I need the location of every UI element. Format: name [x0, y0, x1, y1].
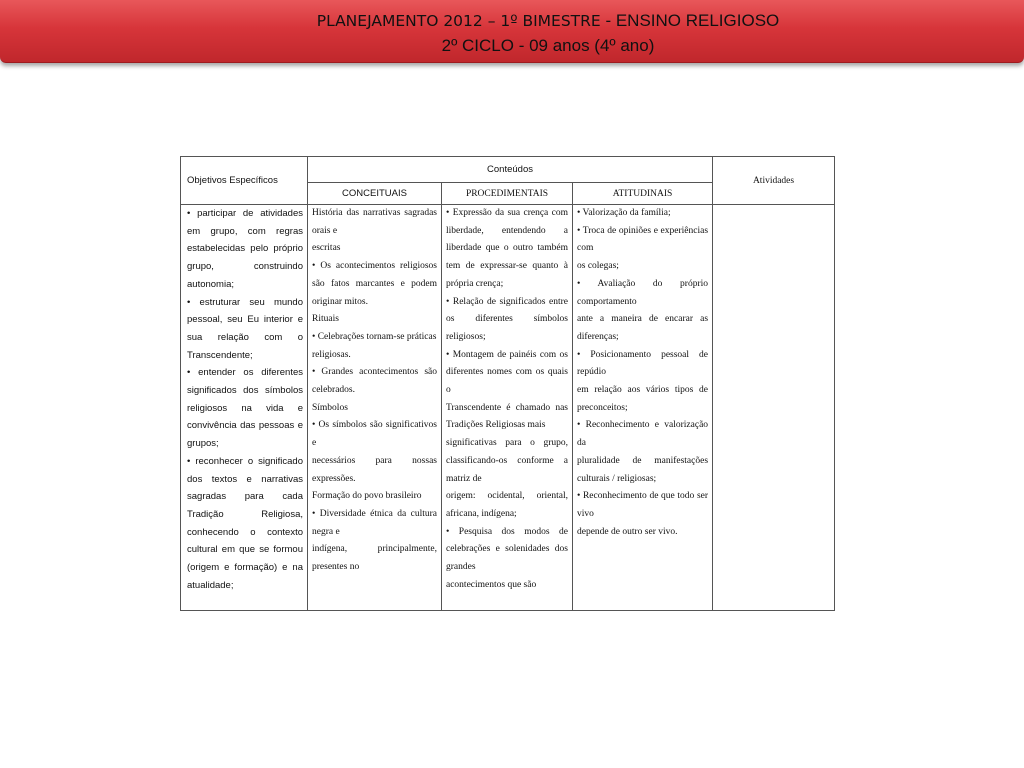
title-ensino-religioso: - ENSINO RELIGIOSO [600, 11, 780, 30]
atitudinal-item: pluralidade de manifestações culturais / religiosas; [577, 455, 709, 484]
atitudinal-item: • Posicionamento pessoal de repúdio [577, 349, 709, 378]
conceitual-item: indígena, principalmente, presentes no [312, 544, 437, 573]
header-atitudinais: ATITUDINAIS [573, 183, 713, 205]
header-objetivos: Objetivos Específicos [181, 157, 308, 205]
page-title-line1 [0, 10, 1024, 32]
objetivo-item: • estruturar seu mundo pessoal, seu Eu interior e sua relação com o Transcendente; [187, 296, 303, 361]
header-procedimentais: PROCEDIMENTAIS [442, 183, 573, 205]
atitudinal-item: • Valorização da família; [577, 208, 671, 218]
procedimental-item: • Relação de significados entre os diferentes símbolos religiosos; [446, 296, 568, 342]
objetivo-item: • entender os diferentes significados dos símbolos religiosos na vida e convivência das pessoas e grupos; [187, 367, 303, 450]
atitudinal-item: os colegas; [577, 261, 619, 272]
header-atividades: Atividades [713, 157, 835, 205]
conceitual-item: • Celebrações tornam-se práticas [312, 331, 437, 342]
conceitual-item: Símbolos [312, 402, 348, 413]
atitudinal-item: depende de outro ser vivo. [577, 526, 678, 537]
conceitual-item: • Os acontecimentos religiosos são fatos marcantes e podem originar mitos. [312, 261, 437, 307]
conceitual-item: religiosas. [312, 349, 351, 360]
procedimental-item: Transcendente é chamado nas Tradições Religiosas mais [446, 402, 568, 431]
conceitual-item: • Grandes acontecimentos são celebrados. [312, 367, 437, 396]
conceitual-item: História das narrativas sagradas orais e [312, 208, 437, 236]
cell-atividades [713, 205, 835, 611]
atitudinal-item: em relação aos vários tipos de preconceitos; [577, 385, 709, 413]
procedimental-item: • Pesquisa dos modos de celebrações e solenidades dos grandes [446, 526, 568, 573]
cell-procedimentais [442, 205, 573, 611]
objetivo-item: • participar de atividades em grupo, com regras estabelecidas pelo próprio grupo, construindo autonomia; [187, 208, 303, 290]
procedimental-item: • Montagem de painéis com os diferentes nomes com os quais o [446, 349, 568, 396]
cell-objetivos [181, 205, 308, 611]
page-title-line2: 2º CICLO - 09 anos (4º ano) [441, 36, 655, 55]
atitudinal-item: • Troca de opiniões e experiências com [577, 225, 709, 254]
conceitual-item: necessários para nossas expressões. [312, 455, 437, 484]
atitudinal-item: • Reconhecimento de que todo ser vivo [577, 491, 709, 519]
objetivo-item: • reconhecer o significado dos textos e narrativas sagradas para cada Tradição Religiosa, conhecendo o contexto cultural em que se formou (origem e formação) e na atualidade; [187, 455, 303, 591]
conceitual-item: Formação do povo brasileiro [312, 491, 422, 502]
title-banner [0, 0, 1024, 63]
procedimental-item: origem: ocidental, oriental, africana, indígena; [446, 491, 568, 519]
cell-conceituais [308, 205, 442, 611]
procedimental-item: significativas para o grupo, classificando-os conforme a matriz de [446, 438, 568, 484]
header-conteudos: Conteúdos [308, 157, 713, 183]
conceitual-item: escritas [312, 243, 341, 254]
atitudinal-item: ante a maneira de encarar as diferenças; [577, 314, 709, 342]
atitudinal-item: • Reconhecimento e valorização da [577, 420, 709, 449]
header-conceituais: CONCEITUAIS [308, 183, 442, 205]
atitudinal-item: • Avaliação do próprio comportamento [577, 278, 709, 307]
procedimental-item: • Expressão da sua crença com liberdade, entendendo a liberdade que o outro também tem de expressar-se quanto à própria crença; [446, 208, 568, 289]
conceitual-item: • Diversidade étnica da cultura negra e [312, 508, 437, 537]
planning-table [180, 156, 835, 611]
procedimental-item: acontecimentos que são [446, 579, 537, 590]
cell-atitudinais [573, 205, 713, 611]
conceitual-item: Rituais [312, 314, 339, 325]
title-planejamento: PLANEJAMENTO 2012 – 1º BIMESTRE [316, 12, 601, 30]
conceitual-item: • Os símbolos são significativos e [312, 420, 437, 449]
